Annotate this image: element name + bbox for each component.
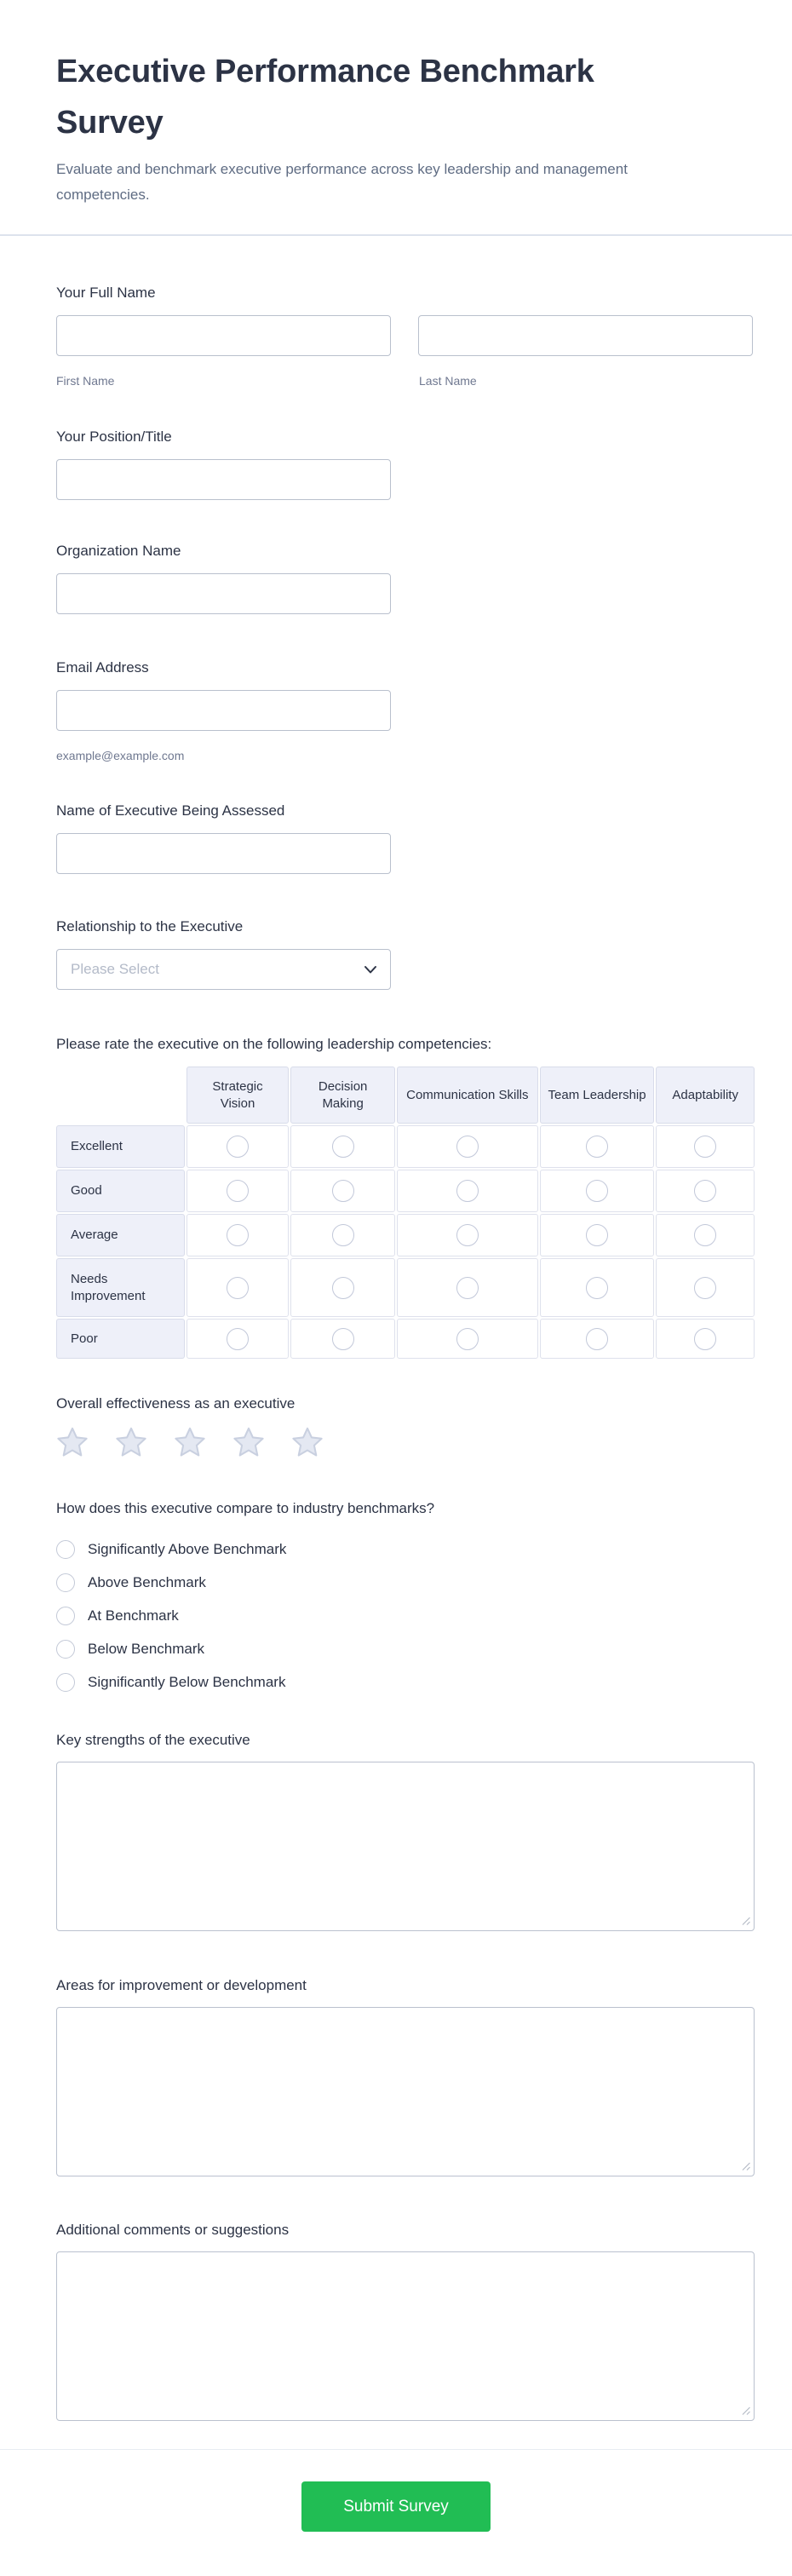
matrix-radio[interactable] [586, 1328, 608, 1350]
question-improvement [56, 1976, 755, 2176]
matrix-cell [397, 1170, 538, 1212]
star-icon[interactable] [291, 1426, 324, 1458]
matrix-cell [397, 1258, 538, 1317]
matrix-row-needs-improvement [56, 1258, 755, 1317]
page-subtitle: Evaluate and benchmark executive performance across key leadership and management competencies. [56, 161, 628, 203]
matrix-row-label: Good [56, 1170, 185, 1212]
relationship-selected-value: Please Select [71, 961, 159, 977]
matrix-radio[interactable] [332, 1224, 354, 1246]
submit-button[interactable]: Submit Survey [301, 2481, 491, 2532]
matrix-cell [656, 1214, 755, 1256]
question-organization [56, 542, 755, 614]
matrix-cell [540, 1258, 655, 1317]
star-icon[interactable] [232, 1426, 265, 1458]
matrix-row-average [56, 1214, 755, 1256]
benchmark-option[interactable] [56, 1665, 755, 1699]
matrix-label: Please rate the executive on the following leadership competencies: [56, 1036, 492, 1052]
benchmark-option-label: Below Benchmark [88, 1640, 205, 1657]
matrix-radio[interactable] [227, 1180, 249, 1202]
last-name-input[interactable] [418, 315, 753, 356]
matrix-radio[interactable] [227, 1328, 249, 1350]
first-name-input[interactable] [56, 315, 391, 356]
executive-name-input[interactable] [56, 833, 391, 874]
matrix-radio[interactable] [586, 1136, 608, 1158]
benchmark-label: How does this executive compare to industry benchmarks? [56, 1500, 435, 1516]
matrix-col-header: Strategic Vision [187, 1067, 290, 1124]
matrix-cell [540, 1125, 655, 1168]
position-label: Your Position/Title [56, 428, 172, 445]
matrix-cell [540, 1170, 655, 1212]
relationship-label: Relationship to the Executive [56, 918, 244, 934]
matrix-cell [187, 1125, 290, 1168]
matrix-cell [187, 1319, 290, 1359]
matrix-cell [540, 1319, 655, 1359]
question-email [56, 658, 755, 763]
matrix-corner-cell [56, 1067, 185, 1124]
star-icon[interactable] [56, 1426, 89, 1458]
matrix-cell [656, 1170, 755, 1212]
benchmark-option-label: Above Benchmark [88, 1573, 206, 1590]
question-rating [56, 1394, 755, 1458]
matrix-cell [290, 1214, 395, 1256]
organization-input[interactable] [56, 573, 391, 614]
comments-textarea[interactable] [56, 2251, 755, 2421]
rating-label: Overall effectiveness as an executive [56, 1395, 296, 1412]
comments-label: Additional comments or suggestions [56, 2222, 290, 2238]
email-input[interactable] [56, 690, 391, 731]
matrix-col-header: Team Leadership [540, 1067, 655, 1124]
matrix-row-label: Average [56, 1214, 185, 1256]
benchmark-option-label: At Benchmark [88, 1607, 179, 1624]
matrix-radio[interactable] [586, 1224, 608, 1246]
benchmark-option[interactable] [56, 1566, 755, 1599]
form-header [56, 0, 755, 208]
page-title: Executive Performance Benchmark Survey [56, 54, 594, 141]
question-strengths [56, 1731, 755, 1931]
matrix-radio[interactable] [227, 1224, 249, 1246]
executive-name-label: Name of Executive Being Assessed [56, 802, 285, 819]
matrix-col-header: Adaptability [656, 1067, 755, 1124]
radio-icon[interactable] [56, 1573, 75, 1592]
question-relationship [56, 917, 755, 990]
radio-icon[interactable] [56, 1607, 75, 1625]
question-position [56, 428, 755, 500]
benchmark-option-label: Significantly Below Benchmark [88, 1673, 286, 1690]
matrix-row-label: Poor [56, 1319, 185, 1359]
matrix-cell [290, 1125, 395, 1168]
benchmark-options [56, 1532, 755, 1699]
matrix-cell [397, 1319, 538, 1359]
matrix-cell [656, 1125, 755, 1168]
matrix-cell [290, 1319, 395, 1359]
strengths-label: Key strengths of the executive [56, 1732, 250, 1748]
matrix-header-row [56, 1067, 755, 1124]
matrix-cell [656, 1258, 755, 1317]
first-name-sublabel: First Name [56, 374, 115, 388]
position-input[interactable] [56, 459, 391, 500]
matrix-radio[interactable] [456, 1277, 479, 1299]
matrix-radio[interactable] [456, 1328, 479, 1350]
matrix-cell [397, 1214, 538, 1256]
submit-area [0, 2450, 792, 2576]
improvement-label: Areas for improvement or development [56, 1977, 307, 1993]
matrix-cell [290, 1258, 395, 1317]
matrix-col-header: Decision Making [290, 1067, 395, 1124]
improvement-textarea[interactable] [56, 2007, 755, 2176]
matrix-cell [397, 1125, 538, 1168]
matrix-col-header: Communication Skills [397, 1067, 538, 1124]
email-hint: example@example.com [56, 749, 185, 762]
matrix-radio[interactable] [227, 1136, 249, 1158]
star-icon[interactable] [174, 1426, 206, 1458]
matrix-radio[interactable] [456, 1136, 479, 1158]
matrix-cell [187, 1214, 290, 1256]
star-icon[interactable] [115, 1426, 147, 1458]
matrix-radio[interactable] [694, 1328, 716, 1350]
matrix-radio[interactable] [227, 1277, 249, 1299]
matrix-row-poor [56, 1319, 755, 1359]
question-matrix [56, 1035, 755, 1360]
matrix-radio[interactable] [694, 1277, 716, 1299]
chevron-down-icon [364, 964, 377, 975]
strengths-textarea[interactable] [56, 1762, 755, 1931]
radio-icon[interactable] [56, 1673, 75, 1692]
matrix-radio[interactable] [694, 1224, 716, 1246]
question-full-name [56, 284, 755, 388]
matrix-radio[interactable] [586, 1277, 608, 1299]
radio-icon[interactable] [56, 1540, 75, 1559]
question-executive-name [56, 802, 755, 874]
star-rating [56, 1426, 755, 1458]
matrix-cell [187, 1258, 290, 1317]
matrix-radio[interactable] [694, 1180, 716, 1202]
organization-label: Organization Name [56, 543, 181, 559]
matrix-cell [656, 1319, 755, 1359]
matrix-radio[interactable] [332, 1180, 354, 1202]
last-name-sublabel: Last Name [419, 374, 477, 388]
question-comments [56, 2221, 755, 2421]
benchmark-option[interactable] [56, 1599, 755, 1632]
matrix-table [55, 1065, 756, 1360]
benchmark-option-label: Significantly Above Benchmark [88, 1540, 287, 1557]
matrix-radio[interactable] [332, 1136, 354, 1158]
matrix-cell [187, 1170, 290, 1212]
matrix-cell [540, 1214, 655, 1256]
email-label: Email Address [56, 659, 149, 676]
matrix-radio[interactable] [694, 1136, 716, 1158]
matrix-row-good [56, 1170, 755, 1212]
radio-icon[interactable] [56, 1640, 75, 1659]
matrix-cell [290, 1170, 395, 1212]
header-divider [0, 234, 792, 236]
matrix-row-label: Excellent [56, 1125, 185, 1168]
question-benchmark [56, 1499, 755, 1699]
matrix-radio[interactable] [332, 1328, 354, 1350]
matrix-radio[interactable] [586, 1180, 608, 1202]
full-name-label: Your Full Name [56, 285, 156, 301]
relationship-select[interactable] [56, 949, 391, 990]
matrix-radio[interactable] [456, 1224, 479, 1246]
benchmark-option[interactable] [56, 1632, 755, 1665]
matrix-row-label: Needs Improvement [56, 1258, 185, 1317]
matrix-radio[interactable] [332, 1277, 354, 1299]
benchmark-option[interactable] [56, 1532, 755, 1566]
matrix-row-excellent [56, 1125, 755, 1168]
matrix-radio[interactable] [456, 1180, 479, 1202]
